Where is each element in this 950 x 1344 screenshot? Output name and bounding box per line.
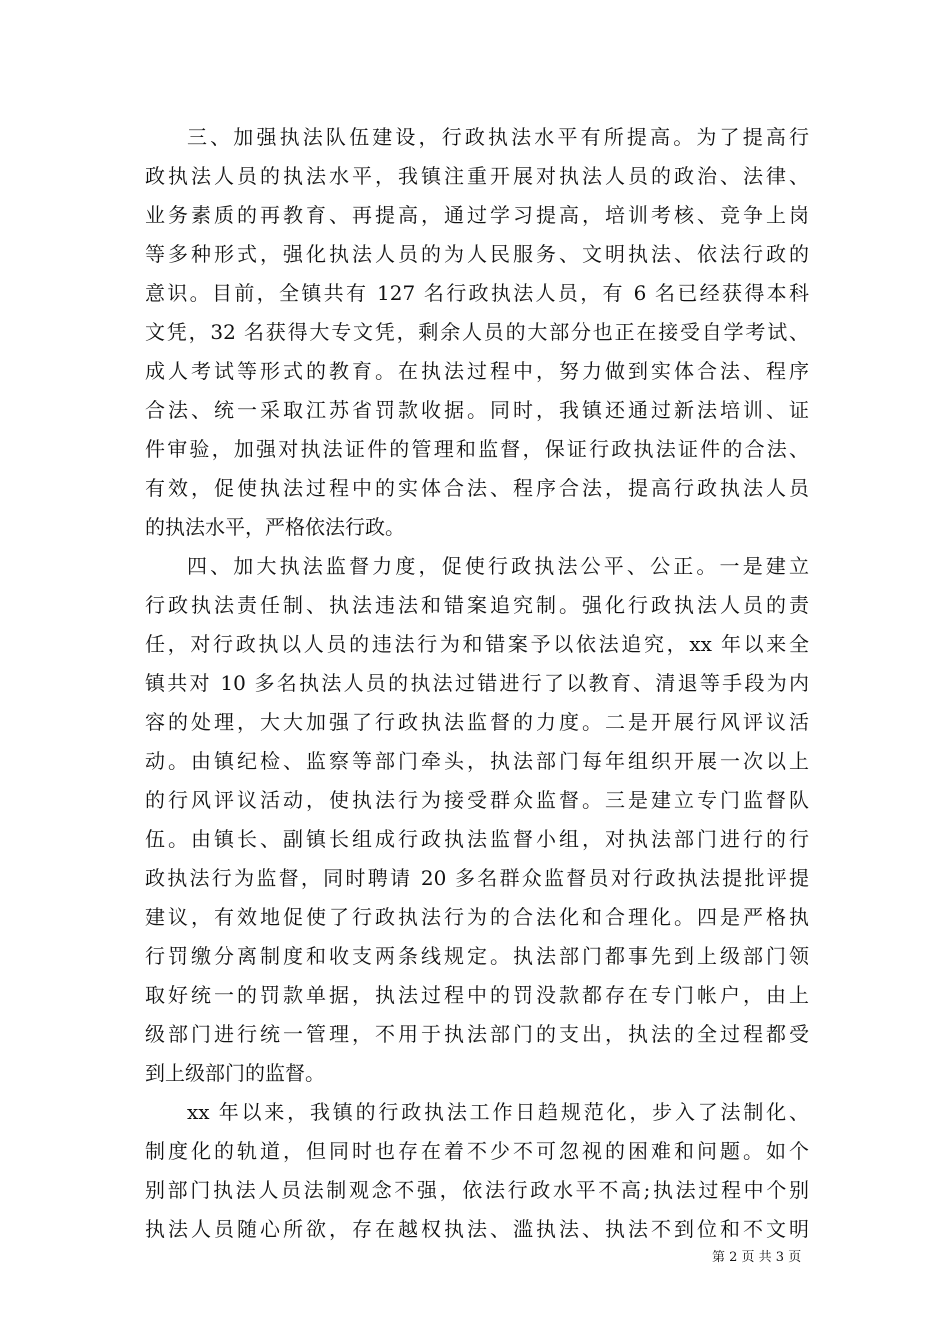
text-line: 动。由镇纪检、监察等部门牵头，执法部门每年组织开展一次以上 — [145, 749, 809, 773]
text-line: 伍。由镇长、副镇长组成行政执法监督小组，对执法部门进行的行 — [145, 827, 809, 851]
text-line: 取好统一的罚款单据，执法过程中的罚没款都存在专门帐户，由上 — [145, 983, 809, 1007]
document-body — [145, 118, 809, 1249]
text-line: 建议，有效地促使了行政执法行为的合法化和合理化。四是严格执 — [145, 905, 809, 929]
text-line: 有效，促使执法过程中的实体合法、程序合法，提高行政执法人员 — [145, 476, 809, 500]
text-line: 行政执法责任制、执法违法和错案追究制。强化行政执法人员的责 — [145, 593, 809, 617]
text-line: 容的处理，大大加强了行政执法监督的力度。二是开展行风评议活 — [145, 710, 809, 734]
text-line: 到上级部门的监督。 — [145, 1061, 325, 1085]
text-line: 任，对行政执以人员的违法行为和错案予以依法追究，xx 年以来全 — [145, 632, 809, 656]
text-line: 级部门进行统一管理，不用于执法部门的支出，执法的全过程都受 — [145, 1022, 809, 1046]
paragraph-section-four — [145, 547, 809, 1093]
text-line: 行罚缴分离制度和收支两条线规定。执法部门都事先到上级部门领 — [145, 944, 809, 968]
text-line: 成人考试等形式的教育。在执法过程中，努力做到实体合法、程序 — [145, 359, 809, 383]
text-line: 别部门执法人员法制观念不强，依法行政水平不高;执法过程中个别 — [145, 1178, 809, 1202]
paragraph-problems — [145, 1093, 809, 1249]
text-line: 文凭，32 名获得大专文凭，剩余人员的大部分也正在接受自学考试、 — [145, 320, 809, 344]
text-line: xx 年以来，我镇的行政执法工作日趋规范化，步入了法制化、 — [187, 1100, 809, 1124]
text-line: 意识。目前，全镇共有 127 名行政执法人员，有 6 名已经获得本科 — [145, 281, 809, 305]
text-line: 件审验，加强对执法证件的管理和监督，保证行政执法证件的合法、 — [145, 437, 809, 461]
page-number-footer: 第 2 页 共 3 页 — [712, 1250, 802, 1265]
paragraph-section-three — [145, 118, 809, 547]
text-line: 镇共对 10 多名执法人员的执法过错进行了以教育、清退等手段为内 — [145, 671, 809, 695]
text-line: 执法人员随心所欲，存在越权执法、滥执法、执法不到位和不文明 — [145, 1217, 809, 1241]
text-line: 等多种形式，强化执法人员的为人民服务、文明执法、依法行政的 — [145, 242, 809, 266]
text-line: 的执法水平，严格依法行政。 — [145, 515, 405, 539]
text-line: 合法、统一采取江苏省罚款收据。同时，我镇还通过新法培训、证 — [145, 398, 809, 422]
text-line: 三、加强执法队伍建设，行政执法水平有所提高。为了提高行 — [187, 125, 809, 149]
text-line: 政执法人员的执法水平，我镇注重开展对执法人员的政治、法律、 — [145, 164, 809, 188]
text-line: 业务素质的再教育、再提高，通过学习提高，培训考核、竞争上岗 — [145, 203, 809, 227]
text-line: 的行风评议活动，使执法行为接受群众监督。三是建立专门监督队 — [145, 788, 809, 812]
text-line: 政执法行为监督，同时聘请 20 多名群众监督员对行政执法提批评提 — [145, 866, 809, 890]
text-line: 制度化的轨道，但同时也存在着不少不可忽视的困难和问题。如个 — [145, 1139, 809, 1163]
text-line: 四、加大执法监督力度，促使行政执法公平、公正。一是建立 — [187, 554, 809, 578]
